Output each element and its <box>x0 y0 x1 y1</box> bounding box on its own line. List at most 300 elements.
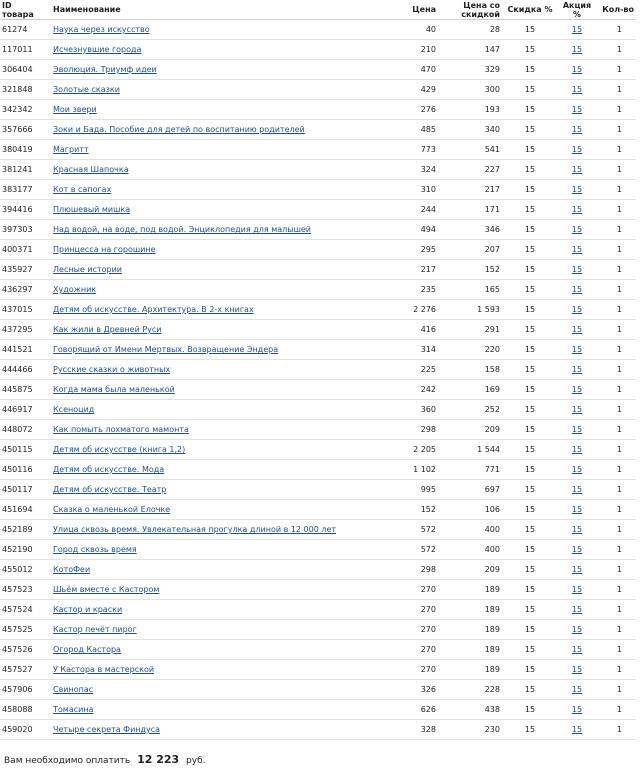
product-link[interactable]: Русские сказки о животных <box>53 365 171 374</box>
cell-id: 394416 <box>0 200 48 220</box>
cell-name <box>48 120 370 140</box>
product-link[interactable]: Детям об искусстве. Мода <box>53 465 165 474</box>
cell-discount: 15 <box>502 240 558 260</box>
cell-name <box>48 480 370 500</box>
table-row <box>0 600 636 620</box>
product-link[interactable]: Говорящий от Имени Мертвых. Возвращение Эндера <box>53 345 279 354</box>
promo-link[interactable]: 15 <box>571 585 583 594</box>
cell-price: 773 <box>370 140 438 160</box>
product-link[interactable]: Детям об искусстве (книга 1,2) <box>53 445 186 454</box>
cell-price: 242 <box>370 380 438 400</box>
cell-name <box>48 40 370 60</box>
cell-id: 452190 <box>0 540 48 560</box>
cell-price: 225 <box>370 360 438 380</box>
cell-price: 298 <box>370 560 438 580</box>
cell-promo <box>558 200 596 220</box>
cell-id: 397303 <box>0 220 48 240</box>
cell-id: 381241 <box>0 160 48 180</box>
cell-id: 451694 <box>0 500 48 520</box>
cell-name <box>48 80 370 100</box>
promo-link[interactable]: 15 <box>571 465 583 474</box>
cell-qty: 1 <box>596 220 636 240</box>
promo-link[interactable]: 15 <box>571 685 583 694</box>
cell-price: 40 <box>370 20 438 40</box>
product-link[interactable]: Плюшевый мишка <box>53 205 131 214</box>
cell-promo <box>558 660 596 680</box>
product-link[interactable]: Кастор печёт пирог <box>53 625 137 634</box>
promo-link[interactable]: 15 <box>571 25 583 34</box>
product-link[interactable]: КотоФеи <box>53 565 91 574</box>
product-link[interactable]: Наука через искусство <box>53 25 150 34</box>
cell-id: 441521 <box>0 340 48 360</box>
cell-name <box>48 420 370 440</box>
cell-discount: 15 <box>502 680 558 700</box>
product-link[interactable]: Четыре секрета Финдуса <box>53 725 161 734</box>
promo-link[interactable]: 15 <box>571 145 583 154</box>
promo-link[interactable]: 15 <box>571 45 583 54</box>
cell-promo <box>558 440 596 460</box>
product-link[interactable]: Детям об искусстве. Театр <box>53 485 167 494</box>
cell-discount: 15 <box>502 520 558 540</box>
cell-discount: 15 <box>502 460 558 480</box>
cell-discount: 15 <box>502 200 558 220</box>
cell-id: 357666 <box>0 120 48 140</box>
cell-id: 435927 <box>0 260 48 280</box>
cell-id: 444466 <box>0 360 48 380</box>
cell-price: 995 <box>370 480 438 500</box>
cell-qty: 1 <box>596 100 636 120</box>
cell-discount-price: 207 <box>438 240 502 260</box>
cell-price: 429 <box>370 80 438 100</box>
cell-promo <box>558 700 596 720</box>
cell-discount: 15 <box>502 600 558 620</box>
cell-discount: 15 <box>502 380 558 400</box>
cell-qty: 1 <box>596 480 636 500</box>
product-link[interactable]: У Кастора в мастерской <box>53 665 155 674</box>
cell-name <box>48 260 370 280</box>
cell-discount: 15 <box>502 500 558 520</box>
cell-discount: 15 <box>502 660 558 680</box>
product-link[interactable]: Сказка о маленькой Елочке <box>53 505 171 514</box>
promo-link[interactable]: 15 <box>571 85 583 94</box>
cell-discount: 15 <box>502 20 558 40</box>
table-row <box>0 100 636 120</box>
col-header-discount-price-line2: скидкой <box>461 9 500 19</box>
cell-price: 276 <box>370 100 438 120</box>
cell-discount-price: 541 <box>438 140 502 160</box>
promo-link[interactable]: 15 <box>571 345 583 354</box>
cell-id: 457906 <box>0 680 48 700</box>
cell-name <box>48 440 370 460</box>
cell-id: 61274 <box>0 20 48 40</box>
cell-price: 217 <box>370 260 438 280</box>
table-row <box>0 160 636 180</box>
cell-promo <box>558 320 596 340</box>
cell-price: 2 205 <box>370 440 438 460</box>
product-link[interactable]: Принцесса на горошине <box>53 245 156 254</box>
cell-name <box>48 640 370 660</box>
table-row <box>0 480 636 500</box>
cell-qty: 1 <box>596 580 636 600</box>
cell-discount-price: 189 <box>438 580 502 600</box>
table-row <box>0 660 636 680</box>
table-row <box>0 380 636 400</box>
promo-link[interactable]: 15 <box>571 125 583 134</box>
cell-name <box>48 720 370 740</box>
cell-promo <box>558 40 596 60</box>
cell-discount-price: 346 <box>438 220 502 240</box>
cell-promo <box>558 380 596 400</box>
cell-promo <box>558 80 596 100</box>
cell-id: 436297 <box>0 280 48 300</box>
promo-link[interactable]: 15 <box>571 565 583 574</box>
product-link[interactable]: Мои звери <box>53 105 97 114</box>
promo-link[interactable]: 15 <box>571 385 583 394</box>
cell-discount-price: 152 <box>438 260 502 280</box>
cell-name <box>48 660 370 680</box>
cell-qty: 1 <box>596 60 636 80</box>
promo-link[interactable]: 15 <box>571 185 583 194</box>
table-row <box>0 140 636 160</box>
promo-link[interactable]: 15 <box>571 405 583 414</box>
total-currency: руб. <box>186 756 206 766</box>
table-row <box>0 680 636 700</box>
cell-qty: 1 <box>596 460 636 480</box>
promo-link[interactable]: 15 <box>571 165 583 174</box>
promo-link[interactable]: 15 <box>571 645 583 654</box>
cell-id: 457523 <box>0 580 48 600</box>
cell-name <box>48 100 370 120</box>
promo-link[interactable]: 15 <box>571 505 583 514</box>
cell-id: 450115 <box>0 440 48 460</box>
product-link[interactable]: Золотые сказки <box>53 85 120 94</box>
cell-discount-price: 252 <box>438 400 502 420</box>
cell-discount: 15 <box>502 340 558 360</box>
cell-discount: 15 <box>502 320 558 340</box>
cell-qty: 1 <box>596 180 636 200</box>
cell-price: 360 <box>370 400 438 420</box>
cell-id: 459020 <box>0 720 48 740</box>
table-row <box>0 320 636 340</box>
cell-price: 2 276 <box>370 300 438 320</box>
product-link[interactable]: Когда мама была маленькой <box>53 385 175 394</box>
cell-name <box>48 160 370 180</box>
table-row <box>0 180 636 200</box>
cell-discount: 15 <box>502 580 558 600</box>
cell-promo <box>558 220 596 240</box>
promo-link[interactable]: 15 <box>571 285 583 294</box>
cell-promo <box>558 180 596 200</box>
cell-price: 1 102 <box>370 460 438 480</box>
product-link[interactable]: Магритт <box>53 145 89 154</box>
product-link[interactable]: Свинопас <box>53 685 94 694</box>
cell-discount: 15 <box>502 400 558 420</box>
cell-name <box>48 280 370 300</box>
cell-qty: 1 <box>596 320 636 340</box>
col-header-discount-price-line1: Цена со <box>463 0 500 10</box>
cell-price: 572 <box>370 540 438 560</box>
product-link[interactable]: Ксеноцид <box>53 405 95 414</box>
product-link[interactable]: Красная Шапочка <box>53 165 129 174</box>
product-link[interactable]: Томасина <box>53 705 94 714</box>
cell-discount: 15 <box>502 640 558 660</box>
cell-qty: 1 <box>596 660 636 680</box>
cell-price: 310 <box>370 180 438 200</box>
cell-promo <box>558 60 596 80</box>
cell-name <box>48 140 370 160</box>
cell-discount: 15 <box>502 120 558 140</box>
promo-link[interactable]: 15 <box>571 205 583 214</box>
cell-qty: 1 <box>596 120 636 140</box>
promo-link[interactable]: 15 <box>571 305 583 314</box>
cell-promo <box>558 580 596 600</box>
cell-discount: 15 <box>502 360 558 380</box>
product-link[interactable]: Как помыть лохматого мамонта <box>53 425 189 434</box>
table-row <box>0 120 636 140</box>
cell-qty: 1 <box>596 540 636 560</box>
cell-discount-price: 400 <box>438 540 502 560</box>
cell-discount-price: 220 <box>438 340 502 360</box>
promo-link[interactable]: 15 <box>571 365 583 374</box>
cell-discount-price: 438 <box>438 700 502 720</box>
cell-name <box>48 60 370 80</box>
promo-link[interactable]: 15 <box>571 605 583 614</box>
cell-price: 270 <box>370 640 438 660</box>
cell-discount-price: 171 <box>438 200 502 220</box>
table-row <box>0 440 636 460</box>
cell-discount-price: 771 <box>438 460 502 480</box>
cell-id: 321848 <box>0 80 48 100</box>
cell-price: 270 <box>370 620 438 640</box>
cell-qty: 1 <box>596 260 636 280</box>
cell-id: 450116 <box>0 460 48 480</box>
cell-qty: 1 <box>596 360 636 380</box>
col-header-qty: Кол-во <box>596 0 636 20</box>
product-link[interactable]: Эволюция. Триумф идеи <box>53 65 157 74</box>
product-link[interactable]: Кот в сапогах <box>53 185 112 194</box>
cell-name <box>48 600 370 620</box>
product-link[interactable]: Лесные истории <box>53 265 122 274</box>
table-row <box>0 260 636 280</box>
promo-link[interactable]: 15 <box>571 525 583 534</box>
promo-link[interactable]: 15 <box>571 105 583 114</box>
cell-price: 210 <box>370 40 438 60</box>
cell-promo <box>558 600 596 620</box>
cell-discount-price: 28 <box>438 20 502 40</box>
cell-id: 445875 <box>0 380 48 400</box>
total-prefix: Вам необходимо оплатить <box>4 756 131 766</box>
product-link[interactable]: Детям об искусстве. Архитектура. В 2-х книгах <box>53 305 254 314</box>
cell-id: 306404 <box>0 60 48 80</box>
cell-id: 380419 <box>0 140 48 160</box>
cell-promo <box>558 360 596 380</box>
cell-discount-price: 217 <box>438 180 502 200</box>
cell-id: 383177 <box>0 180 48 200</box>
promo-link[interactable]: 15 <box>571 325 583 334</box>
cell-promo <box>558 240 596 260</box>
promo-link[interactable]: 15 <box>571 445 583 454</box>
promo-link[interactable]: 15 <box>571 725 583 734</box>
cell-qty: 1 <box>596 280 636 300</box>
cell-discount: 15 <box>502 560 558 580</box>
cell-discount-price: 300 <box>438 80 502 100</box>
cell-discount-price: 189 <box>438 660 502 680</box>
cell-price: 328 <box>370 720 438 740</box>
cell-qty: 1 <box>596 20 636 40</box>
table-row <box>0 640 636 660</box>
product-link[interactable]: Огород Кастора <box>53 645 121 654</box>
promo-link[interactable]: 15 <box>571 425 583 434</box>
cell-discount-price: 340 <box>438 120 502 140</box>
cell-price: 324 <box>370 160 438 180</box>
cell-promo <box>558 160 596 180</box>
table-row <box>0 300 636 320</box>
cell-price: 298 <box>370 420 438 440</box>
cell-id: 458088 <box>0 700 48 720</box>
promo-link[interactable]: 15 <box>571 265 583 274</box>
cell-name <box>48 200 370 220</box>
product-link[interactable]: Как жили в Древней Руси <box>53 325 162 334</box>
cell-qty: 1 <box>596 340 636 360</box>
cell-discount-price: 189 <box>438 600 502 620</box>
cell-discount-price: 1 544 <box>438 440 502 460</box>
cell-discount-price: 1 593 <box>438 300 502 320</box>
promo-link[interactable]: 15 <box>571 625 583 634</box>
cell-id: 437295 <box>0 320 48 340</box>
table-row <box>0 540 636 560</box>
product-link[interactable]: Зоки и Бада. Пособие для детей по воспитанию родителей <box>53 125 305 134</box>
cell-discount-price: 106 <box>438 500 502 520</box>
cell-discount: 15 <box>502 440 558 460</box>
table-row <box>0 500 636 520</box>
product-link[interactable]: Город сквозь время <box>53 545 137 554</box>
cell-discount-price: 169 <box>438 380 502 400</box>
promo-link[interactable]: 15 <box>571 705 583 714</box>
cell-qty: 1 <box>596 680 636 700</box>
cell-discount: 15 <box>502 180 558 200</box>
cell-price: 270 <box>370 600 438 620</box>
cell-qty: 1 <box>596 380 636 400</box>
cell-qty: 1 <box>596 720 636 740</box>
cell-qty: 1 <box>596 400 636 420</box>
cell-discount: 15 <box>502 220 558 240</box>
table-row <box>0 400 636 420</box>
cell-promo <box>558 500 596 520</box>
cell-discount: 15 <box>502 540 558 560</box>
cell-name <box>48 460 370 480</box>
cell-discount-price: 165 <box>438 280 502 300</box>
cell-qty: 1 <box>596 300 636 320</box>
cell-discount: 15 <box>502 100 558 120</box>
payment-total <box>4 753 206 766</box>
cell-discount-price: 209 <box>438 560 502 580</box>
cell-id: 437015 <box>0 300 48 320</box>
cell-name <box>48 320 370 340</box>
product-link[interactable]: Шьём вместе с Кастором <box>53 585 160 594</box>
table-row <box>0 80 636 100</box>
cell-id: 446917 <box>0 400 48 420</box>
cell-discount: 15 <box>502 300 558 320</box>
cell-name <box>48 680 370 700</box>
cell-discount-price: 228 <box>438 680 502 700</box>
cell-id: 457524 <box>0 600 48 620</box>
promo-link[interactable]: 15 <box>571 485 583 494</box>
product-link[interactable]: Художник <box>53 285 97 294</box>
cell-discount-price: 158 <box>438 360 502 380</box>
cell-name <box>48 500 370 520</box>
table-row <box>0 340 636 360</box>
table-row <box>0 560 636 580</box>
cell-promo <box>558 620 596 640</box>
col-header-id: ID товара <box>0 0 48 20</box>
cell-promo <box>558 260 596 280</box>
cell-qty: 1 <box>596 160 636 180</box>
product-link[interactable]: Над водой, на воде, под водой. Энциклопедия для малышей <box>53 225 312 234</box>
cell-name <box>48 20 370 40</box>
cell-discount: 15 <box>502 260 558 280</box>
cell-qty: 1 <box>596 80 636 100</box>
cell-name <box>48 240 370 260</box>
table-row <box>0 700 636 720</box>
cell-price: 314 <box>370 340 438 360</box>
cell-price: 626 <box>370 700 438 720</box>
cell-price: 470 <box>370 60 438 80</box>
cell-qty: 1 <box>596 40 636 60</box>
cell-name <box>48 360 370 380</box>
col-header-discount-price <box>438 0 502 20</box>
cell-discount: 15 <box>502 80 558 100</box>
product-link[interactable]: Исчезнувшие города <box>53 45 142 54</box>
cell-name <box>48 560 370 580</box>
cell-promo <box>558 640 596 660</box>
promo-link[interactable]: 15 <box>571 65 583 74</box>
cell-discount-price: 230 <box>438 720 502 740</box>
table-row <box>0 420 636 440</box>
table-row <box>0 620 636 640</box>
col-header-promo: Акция % <box>558 0 596 20</box>
table-row <box>0 20 636 40</box>
cell-price: 295 <box>370 240 438 260</box>
cell-id: 457527 <box>0 660 48 680</box>
cell-price: 235 <box>370 280 438 300</box>
cell-price: 494 <box>370 220 438 240</box>
table-row <box>0 520 636 540</box>
cell-promo <box>558 420 596 440</box>
cell-discount-price: 189 <box>438 640 502 660</box>
cell-promo <box>558 480 596 500</box>
cell-id: 400371 <box>0 240 48 260</box>
promo-link[interactable]: 15 <box>571 225 583 234</box>
col-header-discount: Скидка % <box>502 0 558 20</box>
cell-promo <box>558 520 596 540</box>
cell-qty: 1 <box>596 440 636 460</box>
cell-price: 244 <box>370 200 438 220</box>
cell-price: 326 <box>370 680 438 700</box>
product-link[interactable]: Улица сквозь время. Увлекательная прогулка длиной в 12 000 лет <box>53 525 337 534</box>
cell-name <box>48 380 370 400</box>
cell-name <box>48 540 370 560</box>
cell-name <box>48 220 370 240</box>
product-link[interactable]: Кастор и краски <box>53 605 123 614</box>
cell-id: 452189 <box>0 520 48 540</box>
cell-discount: 15 <box>502 620 558 640</box>
promo-link[interactable]: 15 <box>571 545 583 554</box>
table-header-row <box>0 0 636 20</box>
cell-discount-price: 147 <box>438 40 502 60</box>
promo-link[interactable]: 15 <box>571 665 583 674</box>
promo-link[interactable]: 15 <box>571 245 583 254</box>
cell-price: 485 <box>370 120 438 140</box>
